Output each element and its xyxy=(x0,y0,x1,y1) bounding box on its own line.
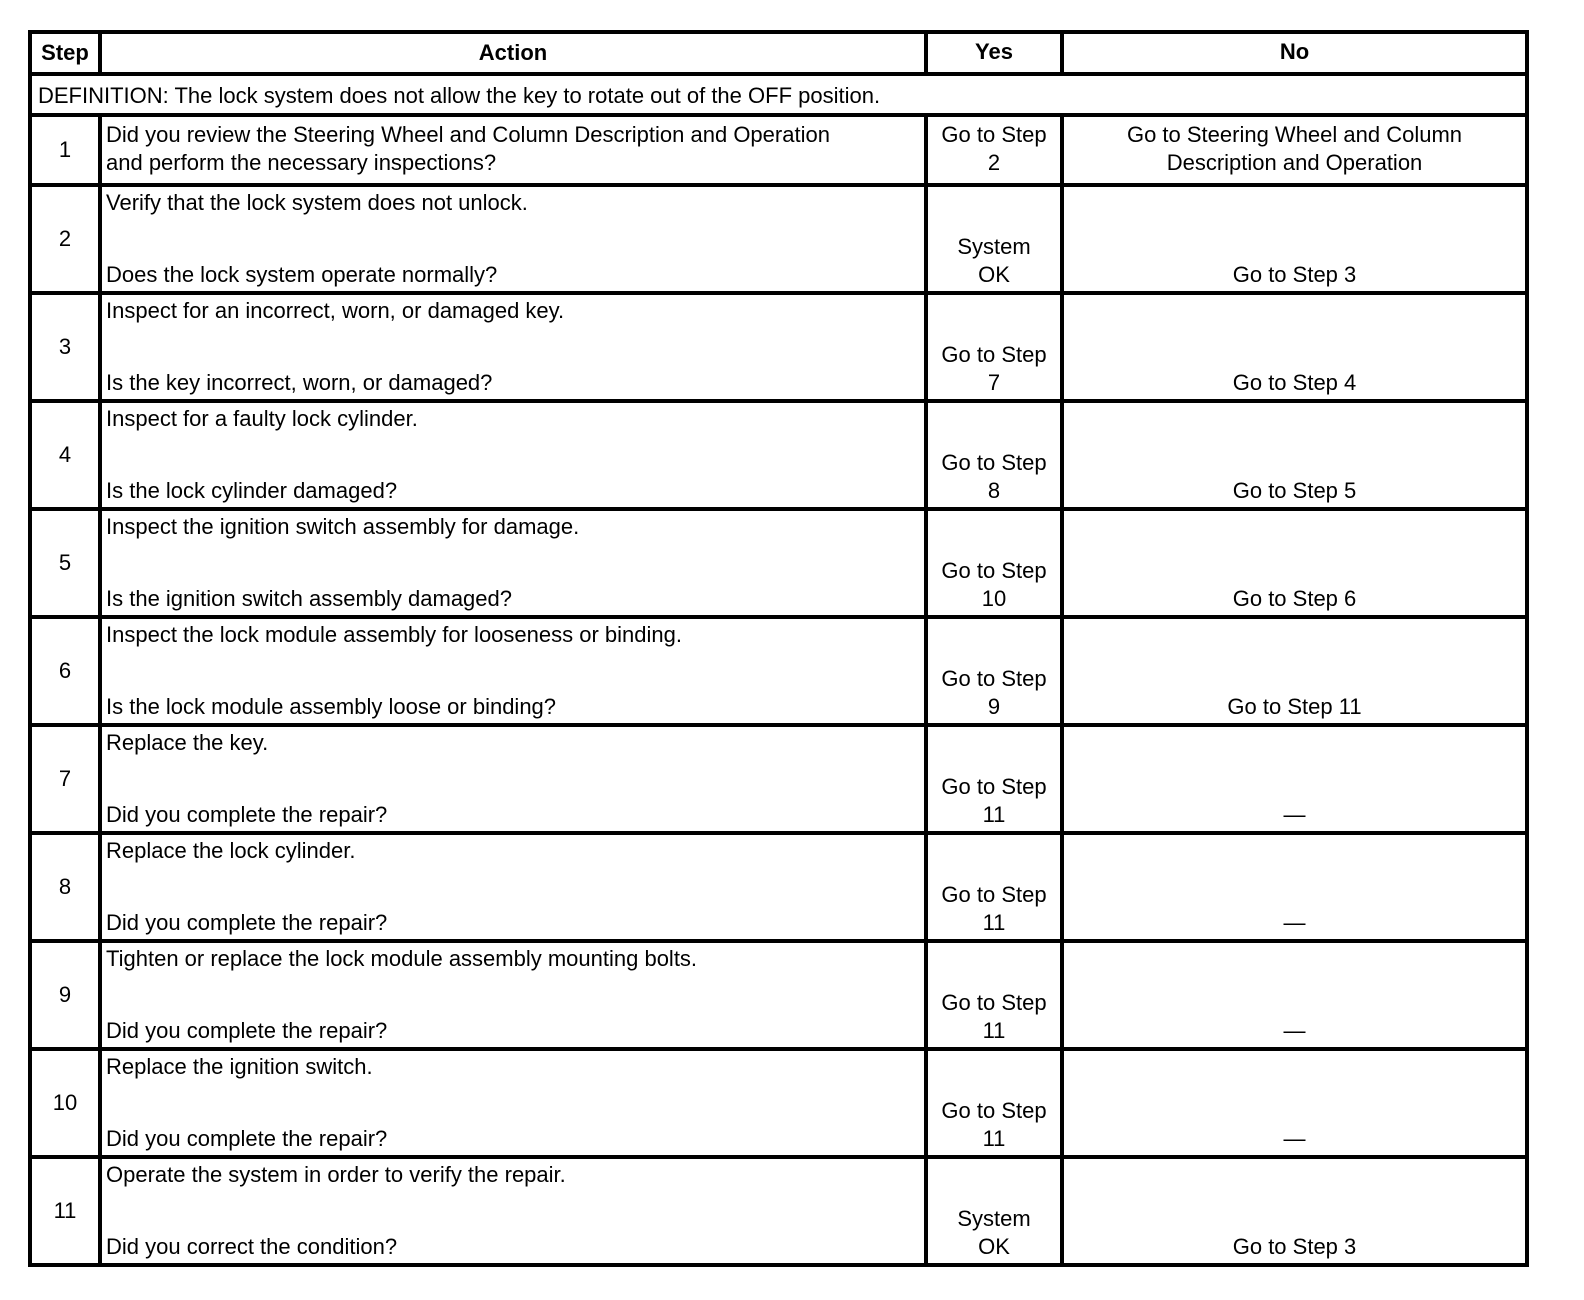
yes-cell-line: 2 xyxy=(987,150,1001,175)
action-cell xyxy=(98,295,924,399)
action-cell-line: Is the lock cylinder damaged? xyxy=(106,478,398,503)
no-cell-line: Go to Step 6 xyxy=(1232,586,1357,611)
yes-cell-line: System xyxy=(957,234,1031,259)
action-cell-line: Tighten or replace the lock module assembly mounting bolts. xyxy=(106,946,698,971)
step-number: 10 xyxy=(52,1090,78,1115)
yes-cell xyxy=(924,835,1060,939)
no-cell xyxy=(1060,1159,1525,1263)
table-row xyxy=(32,1047,1525,1155)
action-cell xyxy=(98,1051,924,1155)
action-cell-line: Is the key incorrect, worn, or damaged? xyxy=(106,370,493,395)
table-row xyxy=(32,615,1525,723)
no-cell xyxy=(1060,187,1525,291)
no-cell-line: — xyxy=(1283,802,1306,827)
yes-cell xyxy=(924,511,1060,615)
step-number: 9 xyxy=(58,982,72,1007)
table-row xyxy=(32,399,1525,507)
step-number: 1 xyxy=(58,137,72,162)
yes-cell-line: 11 xyxy=(982,1126,1006,1151)
action-cell xyxy=(98,1159,924,1263)
no-cell-line: — xyxy=(1283,1126,1306,1151)
header-yes: Yes xyxy=(924,34,1060,72)
no-cell-line: Go to Step 4 xyxy=(1232,370,1357,395)
action-cell-line: Replace the lock cylinder. xyxy=(106,838,356,863)
yes-cell-line: OK xyxy=(978,1234,1010,1259)
yes-cell-line: OK xyxy=(978,262,1010,287)
action-cell-line: Replace the ignition switch. xyxy=(106,1054,373,1079)
no-cell-line: Go to Steering Wheel and Column xyxy=(1126,122,1463,147)
header-action: Action xyxy=(98,34,924,72)
no-cell xyxy=(1060,943,1525,1047)
yes-cell-line: Go to Step xyxy=(941,774,1047,799)
yes-cell-line: 8 xyxy=(987,478,1001,503)
action-cell-line: Is the ignition switch assembly damaged? xyxy=(106,586,512,611)
action-cell-line: and perform the necessary inspections? xyxy=(106,150,497,175)
yes-cell-line: 11 xyxy=(982,1018,1006,1043)
action-cell-line: Did you correct the condition? xyxy=(106,1234,398,1259)
table-row xyxy=(32,831,1525,939)
action-cell xyxy=(98,835,924,939)
action-cell-line: Does the lock system operate normally? xyxy=(106,262,498,287)
yes-cell-line: Go to Step xyxy=(941,990,1047,1015)
yes-cell-line: Go to Step xyxy=(941,666,1047,691)
yes-cell xyxy=(924,727,1060,831)
no-cell xyxy=(1060,619,1525,723)
yes-cell-line: Go to Step xyxy=(941,882,1047,907)
yes-cell xyxy=(924,117,1060,183)
step-number: 3 xyxy=(58,334,72,359)
header-row xyxy=(32,34,1525,72)
no-cell-line: Description and Operation xyxy=(1166,150,1423,175)
definition-row: DEFINITION: The lock system does not allow the key to rotate out of the OFF position. xyxy=(32,72,1525,113)
table-row xyxy=(32,723,1525,831)
no-cell-line: Go to Step 3 xyxy=(1232,1234,1357,1259)
table-row xyxy=(32,1155,1525,1263)
yes-cell-line: Go to Step xyxy=(941,558,1047,583)
step-number: 7 xyxy=(58,766,72,791)
action-cell xyxy=(98,511,924,615)
action-cell-line: Is the lock module assembly loose or binding? xyxy=(106,694,557,719)
yes-cell xyxy=(924,187,1060,291)
action-cell xyxy=(98,117,924,183)
no-cell xyxy=(1060,511,1525,615)
table-row xyxy=(32,291,1525,399)
action-cell-line: Did you review the Steering Wheel and Column Description and Operation xyxy=(106,122,830,147)
action-cell-line: Did you complete the repair? xyxy=(106,1126,388,1151)
step-number: 6 xyxy=(58,658,72,683)
yes-cell xyxy=(924,295,1060,399)
yes-cell-line: Go to Step xyxy=(941,1098,1047,1123)
no-cell xyxy=(1060,727,1525,831)
step-number: 2 xyxy=(58,226,72,251)
action-cell-line: Replace the key. xyxy=(106,730,269,755)
no-cell xyxy=(1060,117,1525,183)
yes-cell-line: 11 xyxy=(982,910,1006,935)
yes-cell-line: 11 xyxy=(982,802,1006,827)
action-cell-line: Did you complete the repair? xyxy=(106,910,388,935)
action-cell xyxy=(98,727,924,831)
action-cell-line: Operate the system in order to verify the repair. xyxy=(106,1162,566,1187)
yes-cell-line: Go to Step xyxy=(941,450,1047,475)
action-cell-line: Inspect for a faulty lock cylinder. xyxy=(106,406,418,431)
yes-cell xyxy=(924,1051,1060,1155)
table-row xyxy=(32,507,1525,615)
yes-cell-line: 9 xyxy=(987,694,1001,719)
step-number: 8 xyxy=(58,874,72,899)
no-cell-line: — xyxy=(1283,1018,1306,1043)
no-cell-line: Go to Step 5 xyxy=(1232,478,1357,503)
action-cell xyxy=(98,943,924,1047)
action-cell-line: Verify that the lock system does not unlock. xyxy=(106,190,528,215)
no-cell xyxy=(1060,403,1525,507)
yes-cell xyxy=(924,943,1060,1047)
yes-cell-line: Go to Step xyxy=(941,342,1047,367)
step-number: 4 xyxy=(58,442,72,467)
action-cell xyxy=(98,187,924,291)
yes-cell-line: 7 xyxy=(987,370,1001,395)
no-cell-line: Go to Step 11 xyxy=(1227,694,1362,719)
step-number: 11 xyxy=(53,1198,77,1223)
yes-cell xyxy=(924,619,1060,723)
yes-cell xyxy=(924,403,1060,507)
yes-cell-line: System xyxy=(957,1206,1031,1231)
action-cell xyxy=(98,403,924,507)
yes-cell xyxy=(924,1159,1060,1263)
action-cell-line: Inspect for an incorrect, worn, or damaged key. xyxy=(106,298,565,323)
no-cell xyxy=(1060,1051,1525,1155)
header-no: No xyxy=(1060,34,1525,72)
header-step: Step xyxy=(41,40,89,65)
no-cell xyxy=(1060,295,1525,399)
action-cell-line: Did you complete the repair? xyxy=(106,1018,388,1043)
no-cell-line: — xyxy=(1283,910,1306,935)
yes-cell-line: Go to Step xyxy=(941,122,1047,147)
table-row xyxy=(32,939,1525,1047)
action-cell-line: Inspect the lock module assembly for looseness or binding. xyxy=(106,622,682,647)
table-row xyxy=(32,183,1525,291)
action-cell-line: Did you complete the repair? xyxy=(106,802,388,827)
action-cell xyxy=(98,619,924,723)
table-row xyxy=(32,113,1525,183)
no-cell xyxy=(1060,835,1525,939)
diagnostic-table xyxy=(28,30,1529,1267)
yes-cell-line: 10 xyxy=(981,586,1007,611)
no-cell-line: Go to Step 3 xyxy=(1232,262,1357,287)
action-cell-line: Inspect the ignition switch assembly for damage. xyxy=(106,514,580,539)
step-number: 5 xyxy=(58,550,72,575)
